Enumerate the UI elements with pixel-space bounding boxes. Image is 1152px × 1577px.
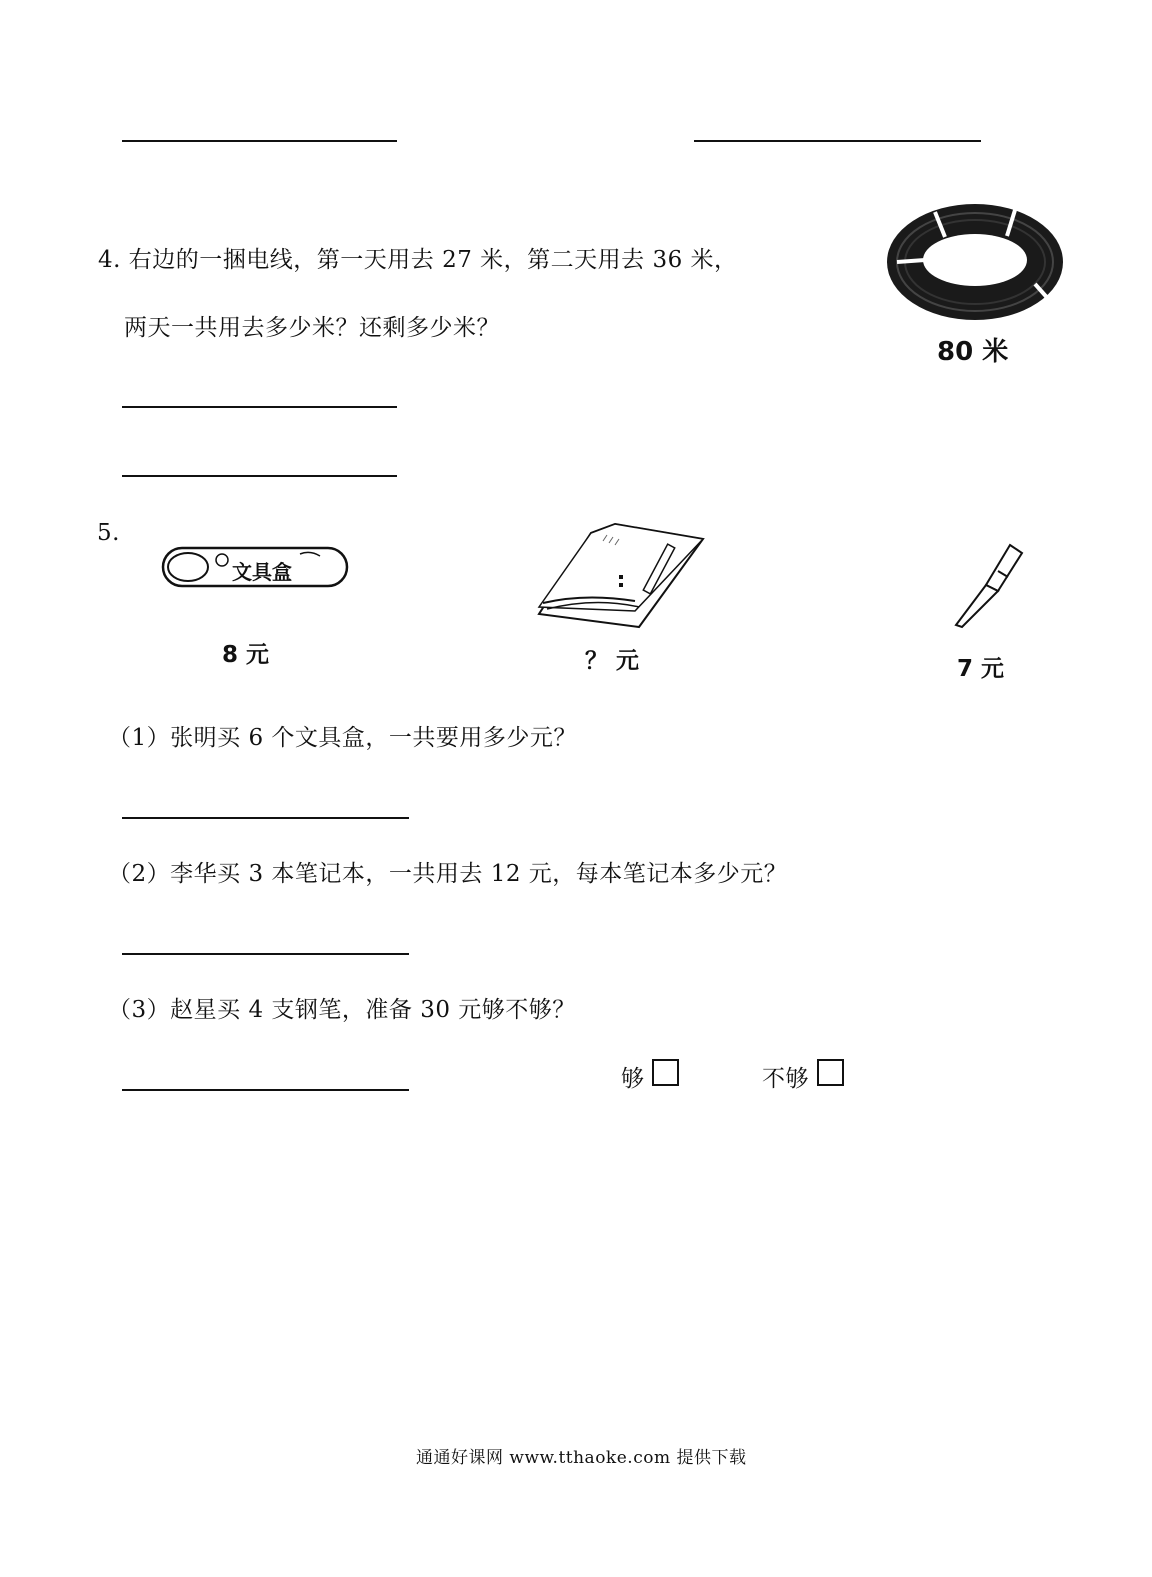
q4-text-line1: 4. 右边的一捆电线，第一天用去 27 米，第二天用去 36 米， — [98, 247, 738, 273]
pencil-box-price: 8 元 — [222, 642, 270, 668]
answer-line-top-left[interactable] — [122, 140, 397, 142]
q5-number: 5. — [97, 520, 120, 546]
option-not-enough-label: 不够 — [762, 1066, 809, 1092]
pencil-box-text: 文具盒 — [232, 560, 292, 584]
pen-price: 7 元 — [957, 656, 1005, 682]
wire-length-label: 80 米 — [937, 337, 1009, 367]
pen-image — [948, 541, 1028, 631]
answer-line-q5-2[interactable] — [122, 953, 409, 955]
answer-line-q5-3[interactable] — [122, 1089, 409, 1091]
enough-checkbox[interactable] — [652, 1059, 679, 1086]
answer-line-top-right[interactable] — [694, 140, 981, 142]
option-enough-label: 够 — [621, 1066, 645, 1092]
answer-line-q5-1[interactable] — [122, 817, 409, 819]
q5-sub2-text: （2）李华买 3 本笔记本，一共用去 12 元，每本笔记本多少元？ — [108, 861, 788, 887]
answer-line-q4-1[interactable] — [122, 406, 397, 408]
answer-line-q4-2[interactable] — [122, 475, 397, 477]
q4-text-line2: 两天一共用去多少米？还剩多少米？ — [124, 315, 500, 341]
footer-text: 通通好课网 www.tthaoke.com 提供下载 — [416, 1448, 747, 1468]
not-enough-checkbox[interactable] — [817, 1059, 844, 1086]
q5-sub3-text: （3）赵星买 4 支钢笔，准备 30 元够不够？ — [108, 997, 576, 1023]
q5-sub1-text: （1）张明买 6 个文具盒，一共要用多少元？ — [108, 725, 577, 751]
notebook-image — [535, 521, 707, 629]
notebook-price: ？ 元 — [585, 648, 640, 674]
